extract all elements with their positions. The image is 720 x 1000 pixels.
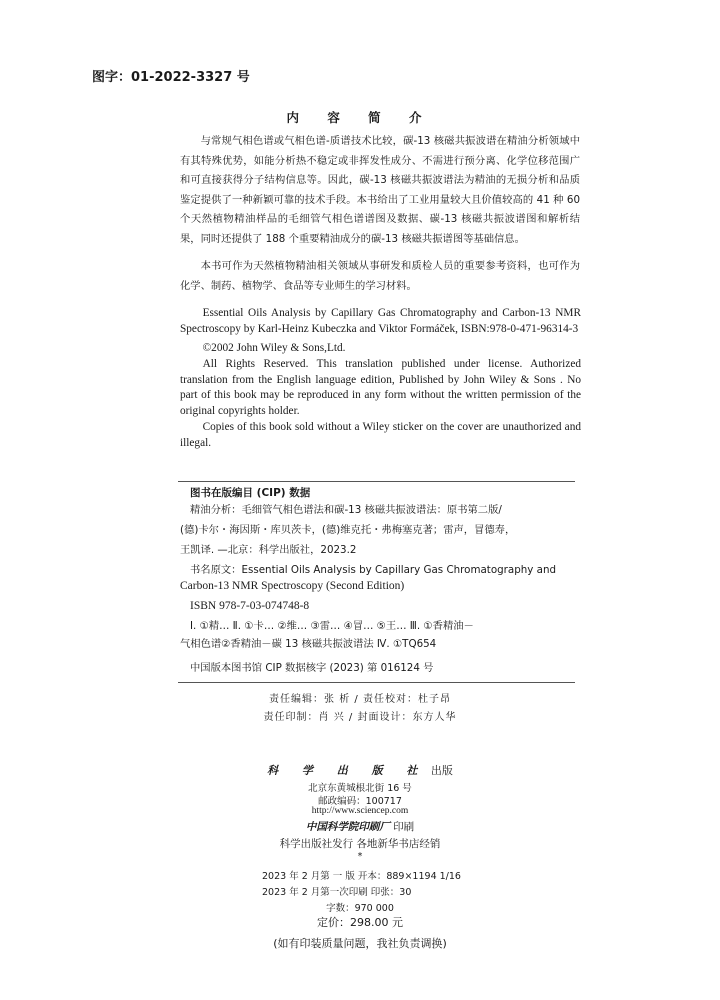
cip-title: 图书在版编目 (CIP) 数据 xyxy=(190,487,311,499)
printer-suffix: 印刷 xyxy=(393,821,415,833)
distribution-line: 科学出版社发行 各地新华书店经销 xyxy=(279,838,441,850)
cip-classification: 气相色谱②香精油－碳 13 核磁共振波谱法 Ⅳ. ①TQ654 xyxy=(180,638,437,650)
publisher-line xyxy=(0,762,720,778)
word-count: 字数：970 000 xyxy=(326,903,394,914)
english-rights: All Rights Reserved. This translation published under license. Authorized translation from the English language edition, Published by John Wiley & Sons . No part of this book may be reproduced in any form without the written permission of the original copyrights holder. xyxy=(180,358,581,417)
english-book-info: Essential Oils Analysis by Capillary Gas Chromatography and Carbon-13 NMR Spectroscopy by Karl-Heinz Kubeczka and Viktor Formáček, ISBN:978-0-471-96314-3 xyxy=(180,307,581,335)
summary-paragraph: 本书可作为天然植物精油相关领域从事研发和质检人员的重要参考资料，也可作为化学、制药、植物学、食品等专业师生的学习材料。 xyxy=(180,260,580,292)
english-sticker-notice: Copies of this book sold without a Wiley sticker on the cover are unauthorized and illegal. xyxy=(180,421,581,449)
cip-library-number: 中国版本图书馆 CIP 数据核字 (2023) 第 016124 号 xyxy=(190,662,434,674)
registration-number: 图字：01-2022-3327 号 xyxy=(92,70,250,85)
summary-title: 内 容 简 介 xyxy=(286,110,434,125)
price: 定价：298.00 元 xyxy=(317,916,403,929)
printer-name: 中国科学院印刷厂 xyxy=(305,821,390,833)
edition-line: 2023 年 2 月第 一 版 开本：889×1194 1/16 xyxy=(262,871,461,882)
publisher-suffix: 出版 xyxy=(430,764,453,777)
quality-note: (如有印装质量问题，我社负责调换) xyxy=(273,937,447,950)
summary-paragraph: 与常规气相色谱或气相色谱-质谱技术比较，碳-13 核磁共振波谱在精油分析领域中有其特殊优势，如能分析热不稳定或非挥发性成分、不需进行预分离、化学位移范围广和可直接获得分子结构信息等。因此，碳-13 核磁共振波谱法为精油的无损分析和品质鉴定提供了一种新颖可靠的技术手段。本书给出了工业用量较大且价值较高的 41 种 60 个天然植物精油样品的毛细管气相色谱谱图及数据、碳-13 核磁共振波谱图和解析结果，同时还提供了 188 个重要精油成分的碳-13 核磁共振谱图等基础信息。 xyxy=(180,135,580,245)
publisher-address: 北京东黄城根北街 16 号 xyxy=(308,783,412,794)
cip-entry-line: 精油分析：毛细管气相色谱法和碳-13 核磁共振波谱法：原书第二版/ xyxy=(190,504,502,516)
editors-line: 责任印制：肖 兴 / 封面设计：东方人华 xyxy=(263,712,457,723)
cip-classification: Ⅰ. ①精… Ⅱ. ①卡… ②维… ③雷… ④冒… ⑤王… Ⅲ. ①香精油－ xyxy=(190,620,474,632)
editors-line: 责任编辑：张 析 / 责任校对：杜子昂 xyxy=(269,694,451,705)
cip-original-title: 书名原文：Essential Oils Analysis by Capillary Gas Chromatography and xyxy=(190,564,557,576)
publisher-website: http://www.sciencep.com xyxy=(311,806,409,816)
cip-original-title: Carbon-13 NMR Spectroscopy (Second Edition) xyxy=(180,580,405,592)
english-copyright: ©2002 John Wiley & Sons,Ltd. xyxy=(202,342,346,354)
cip-entry-line: 王凯译. —北京：科学出版社，2023.2 xyxy=(180,544,357,556)
cip-entry-line: (德)卡尔・海因斯・库贝茨卡，(德)维克托・弗梅塞克著；雷声，冒德寿， xyxy=(180,524,516,536)
separator-star: * xyxy=(357,851,363,862)
printing-line: 2023 年 2 月第一次印刷 印张：30 xyxy=(262,887,412,898)
cip-isbn: ISBN 978-7-03-074748-8 xyxy=(190,600,310,612)
printer-line xyxy=(0,819,720,834)
publisher-postcode: 邮政编码：100717 xyxy=(318,796,402,807)
publisher-name: 科 学 出 版 社 xyxy=(267,764,428,777)
